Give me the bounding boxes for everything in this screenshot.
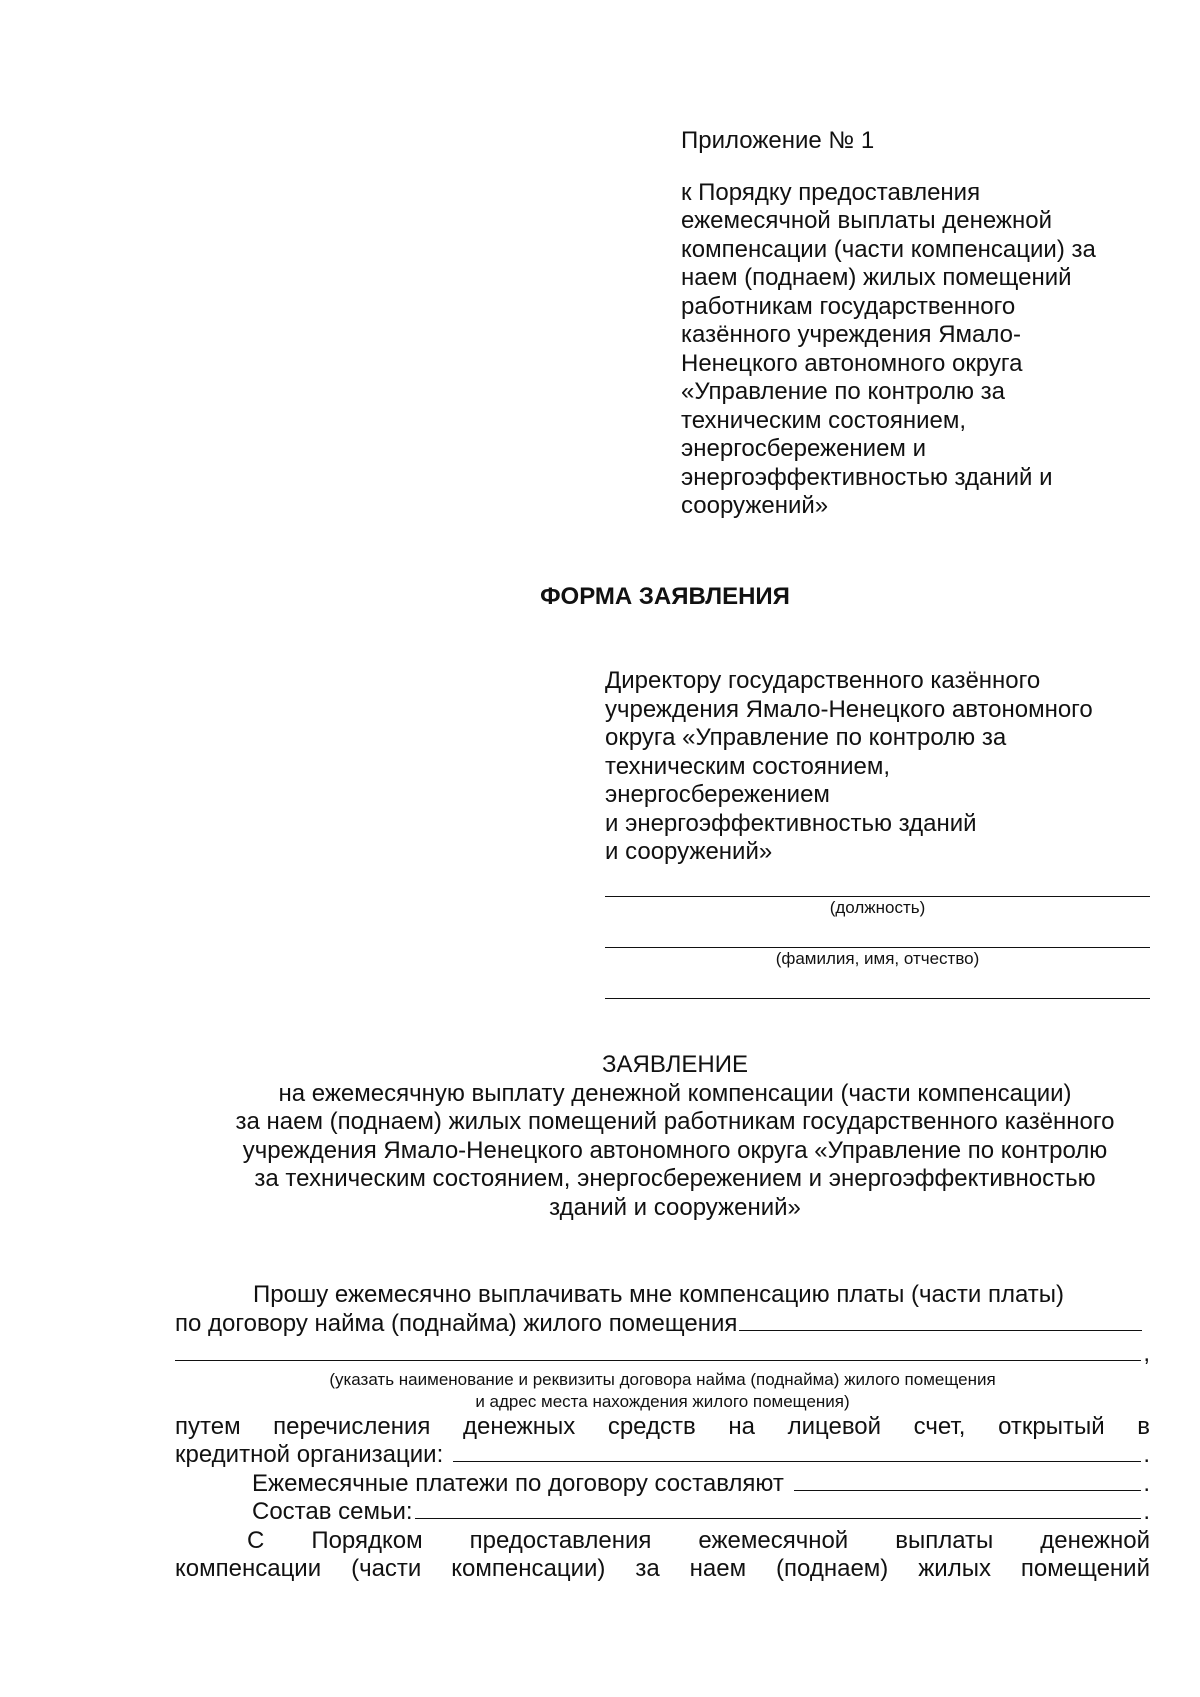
statement-heading [175, 1051, 1175, 1222]
request-line [175, 1281, 1150, 1310]
appendix-line: наем (поднаем) жилых помещений [681, 264, 1072, 291]
addressee-line: учреждения Ямало-Ненецкого автономного [605, 695, 1093, 723]
statement-line: зданий и сооружений» [549, 1193, 801, 1221]
appendix-line: казённого учреждения Ямало- [681, 321, 1022, 348]
applicant-fields [605, 868, 1150, 999]
period: . [1143, 1469, 1150, 1497]
appendix-header [681, 127, 1151, 521]
period: . [1143, 1498, 1150, 1525]
statement-line: за техническим состоянием, энергосбережением и энергоэффективностью [254, 1165, 1096, 1192]
payments-field[interactable] [794, 1470, 1141, 1491]
statement-body [175, 1281, 1150, 1584]
full-name-caption: (фамилия, имя, отчество) [775, 949, 980, 968]
appendix-line: энергосбережением и [681, 435, 927, 462]
addressee-line: и энергоэффективностью зданий [605, 809, 977, 837]
comma: , [1143, 1340, 1150, 1367]
contract-details-field[interactable] [175, 1342, 1141, 1361]
addressee-line: техническим состоянием, [605, 752, 890, 780]
transfer-text-2: кредитной организации: [175, 1441, 444, 1468]
statement-title: ЗАЯВЛЕНИЕ [602, 1051, 748, 1078]
appendix-line: Ненецкого автономного округа [681, 349, 1023, 377]
bank-account-field[interactable] [453, 1441, 1141, 1462]
procedure-line-1: С Порядком предоставления ежемесячной выплаты денежной [247, 1526, 1150, 1554]
form-title: ФОРМА ЗАЯВЛЕНИЯ [540, 583, 790, 610]
transfer-line-1: путем перечисления денежных средств на лицевой счет, открытый в [175, 1412, 1150, 1440]
request-text-1: Прошу ежемесячно выплачивать мне компенсацию платы (части платы) [253, 1281, 1065, 1308]
appendix-line: компенсации (части компенсации) за [681, 235, 1096, 263]
addressee-line: и сооружений» [605, 838, 773, 865]
contract-field[interactable] [739, 1310, 1142, 1331]
request-line [175, 1310, 1150, 1339]
request-text-2: по договору найма (поднайма) жилого помещения [175, 1309, 738, 1337]
procedure-line-2: компенсации (части компенсации) за наем (поднаем) жилых помещений [175, 1555, 1150, 1582]
transfer-line [175, 1441, 1150, 1470]
extra-field[interactable] [605, 970, 1150, 999]
family-label: Состав семьи: [252, 1498, 413, 1525]
addressee-line: округа «Управление по контролю за [605, 724, 1007, 751]
family-line [175, 1498, 1150, 1527]
appendix-line: «Управление по контролю за [681, 378, 1005, 405]
addressee-line: Директору государственного казённого [605, 667, 1041, 694]
appendix-line: ежемесячной выплаты денежной [681, 207, 1052, 234]
full-name-field[interactable] [605, 919, 1150, 948]
addressee-block [605, 667, 1155, 867]
family-field[interactable] [415, 1498, 1142, 1519]
statement-line: учреждения Ямало-Ненецкого автономного округа «Управление по контролю [242, 1136, 1108, 1164]
contract-details-line [175, 1340, 1150, 1369]
contract-hint [175, 1369, 1150, 1413]
contract-hint-line: (указать наименование и реквизиты договора найма (поднайма) жилого помещения [329, 1369, 996, 1389]
appendix-line: работникам государственного [681, 292, 1016, 320]
contract-hint-line: и адрес места нахождения жилого помещения) [475, 1391, 850, 1411]
position-field[interactable] [605, 868, 1150, 897]
statement-line: на ежемесячную выплату денежной компенсации (части компенсации) [278, 1079, 1072, 1107]
payments-line [175, 1470, 1150, 1499]
appendix-line: энергоэффективностью зданий и [681, 463, 1053, 491]
appendix-line: к Порядку предоставления [681, 178, 981, 206]
appendix-number: Приложение № 1 [681, 127, 875, 154]
appendix-line: сооружений» [681, 492, 829, 519]
addressee-line: энергосбережением [605, 781, 830, 808]
period: . [1143, 1441, 1150, 1468]
position-caption: (должность) [829, 898, 926, 917]
payments-label: Ежемесячные платежи по договору составляют [252, 1469, 784, 1497]
statement-line: за наем (поднаем) жилых помещений работникам государственного казённого [235, 1108, 1115, 1135]
appendix-line: техническим состоянием, [681, 406, 966, 434]
